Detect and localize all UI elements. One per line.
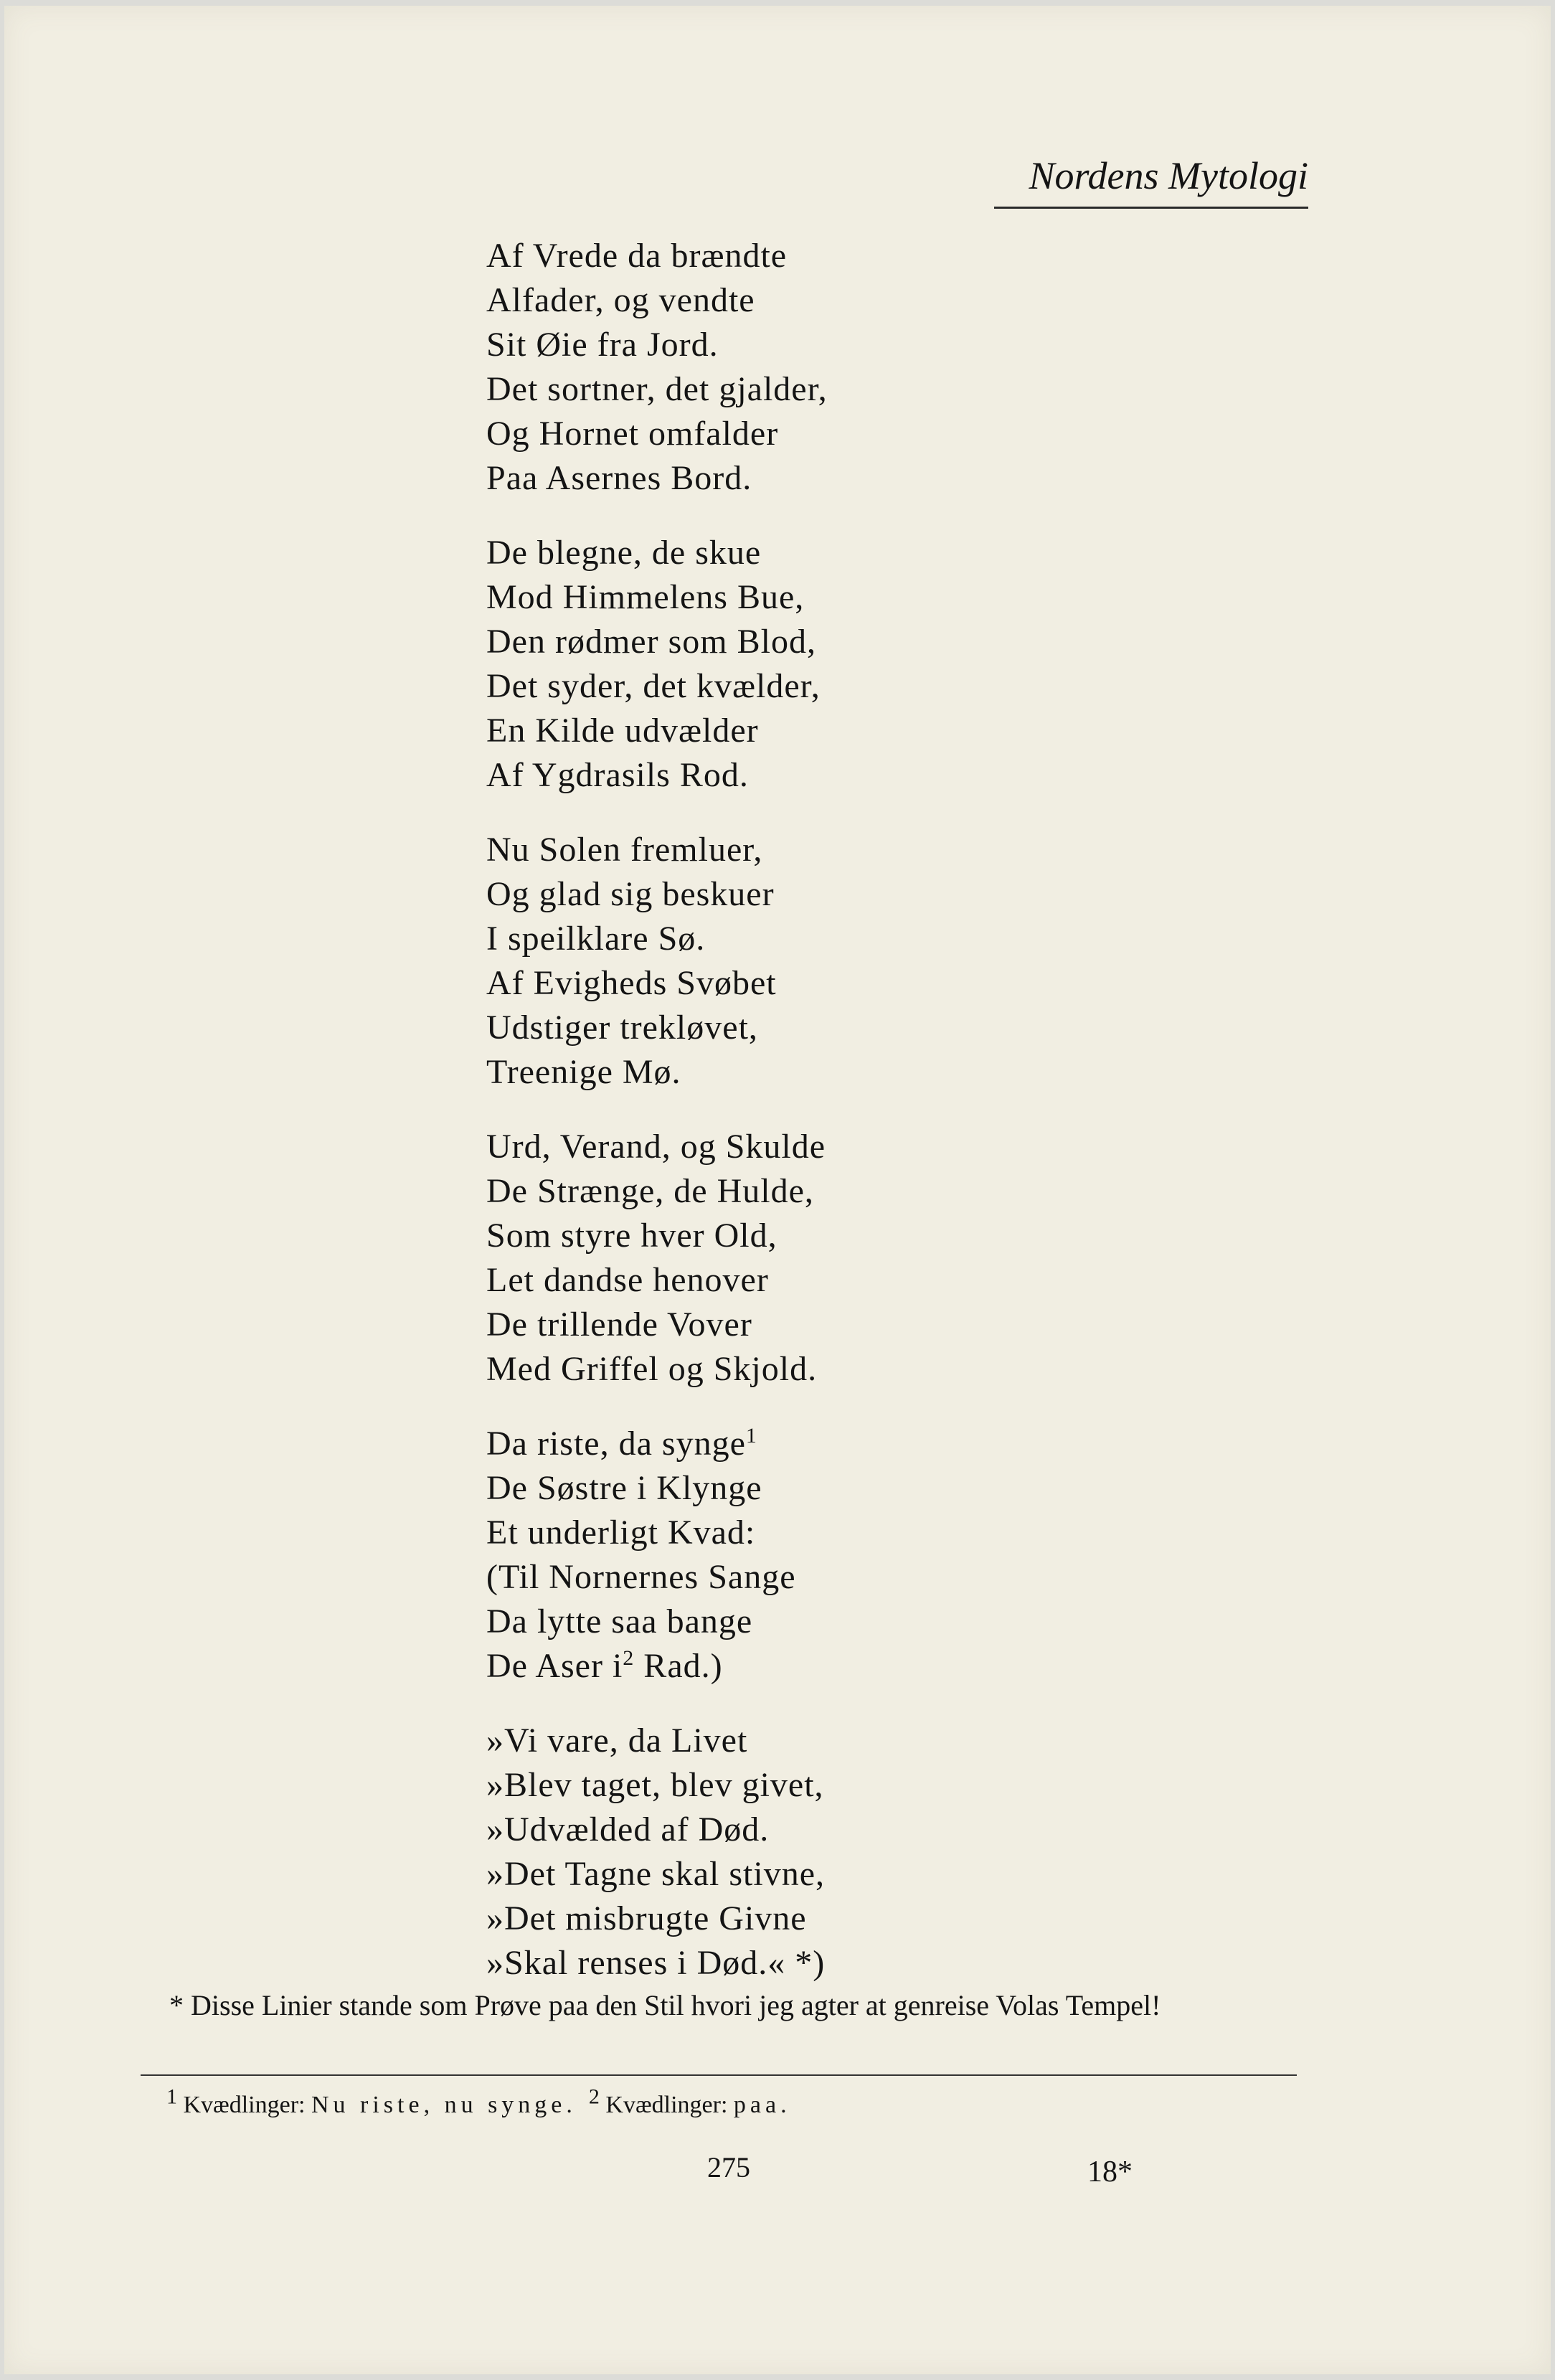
signature-mark: 18* [1087, 2155, 1133, 2188]
verse-line: Af Evigheds Svøbet [486, 964, 777, 1002]
stanza [486, 828, 1275, 1095]
verse-line: Af Vrede da brændte [486, 237, 788, 275]
verse-line: En Kilde udvælder [486, 712, 759, 750]
verse-line: »Det misbrugte Givne [486, 1899, 807, 1937]
verse-line: Som styre hver Old, [486, 1217, 778, 1255]
verse-text: Rad.) [634, 1647, 723, 1685]
verse-line: Et underligt Kvad: [486, 1514, 756, 1552]
poem-body [486, 234, 1275, 2016]
footnote-text: Nu riste, nu synge. [311, 2092, 577, 2118]
stanza [486, 1422, 1275, 1689]
footnote-label: Kvædlinger: [183, 2092, 311, 2118]
verse-text: Da riste, da synge [486, 1425, 746, 1463]
footnote-label: Kvædlinger: [605, 2092, 734, 2118]
verse-line: »Blev taget, blev givet, [486, 1766, 824, 1804]
verse-line: De blegne, de skue [486, 534, 762, 572]
verse-text: De Aser i [486, 1647, 623, 1685]
verse-line: Let dandse henover [486, 1261, 769, 1299]
verse-line: »Skal renses i Død.« *) [486, 1944, 826, 1982]
book-page [4, 6, 1551, 2374]
stanza [486, 1125, 1275, 1392]
verse-line: »Det Tagne skal stivne, [486, 1855, 825, 1893]
verse-line: Med Griffel og Skjold. [486, 1350, 818, 1388]
verse-line: Udstiger trekløvet, [486, 1009, 758, 1047]
verse-line [486, 1644, 1275, 1689]
verse-line: (Til Nornernes Sange [486, 1558, 796, 1596]
verse-line: Af Ygdrasils Rod. [486, 756, 749, 794]
verse-line: Den rødmer som Blod, [486, 623, 816, 661]
verse-line: Det syder, det kvælder, [486, 667, 821, 705]
note-mark: 2 [588, 2084, 600, 2109]
footnote-text: paa. [733, 2092, 791, 2118]
verse-line [486, 1422, 1275, 1466]
note-mark: 1 [745, 1424, 757, 1448]
verse-line: Treenige Mø. [486, 1053, 681, 1091]
note-mark: 2 [623, 1646, 635, 1670]
footnote-divider [141, 2074, 1297, 2076]
verse-line: Alfader, og vendte [486, 281, 755, 319]
author-footnote: * Disse Linier stande som Prøve paa den Stil hvori jeg agter at genreise Volas Tempel! [169, 1989, 1161, 2021]
verse-line: De Søstre i Klynge [486, 1469, 762, 1507]
note-mark: 1 [166, 2084, 177, 2109]
stanza [486, 234, 1275, 501]
variant-footnotes [166, 2084, 1300, 2122]
page-number: 275 [707, 2151, 750, 2183]
verse-line: Paa Asernes Bord. [486, 459, 752, 497]
verse-line: »Vi vare, da Livet [486, 1722, 748, 1760]
verse-line: Og glad sig beskuer [486, 875, 775, 913]
verse-line: Og Hornet omfalder [486, 415, 779, 453]
stanza [486, 531, 1275, 798]
stanza [486, 1719, 1275, 1985]
verse-line: Nu Solen fremluer, [486, 831, 763, 869]
verse-line: Urd, Verand, og Skulde [486, 1128, 826, 1166]
verse-line: I speilklare Sø. [486, 920, 706, 958]
verse-line: Det sortner, det gjalder, [486, 370, 828, 408]
verse-line: Sit Øie fra Jord. [486, 326, 719, 364]
verse-line: Mod Himmelens Bue, [486, 578, 805, 616]
running-head: Nordens Mytologi [994, 151, 1308, 209]
verse-line: De trillende Vover [486, 1305, 752, 1344]
verse-line: De Strænge, de Hulde, [486, 1172, 814, 1210]
verse-line: »Udvælded af Død. [486, 1810, 770, 1848]
verse-line: Da lytte saa bange [486, 1602, 753, 1640]
